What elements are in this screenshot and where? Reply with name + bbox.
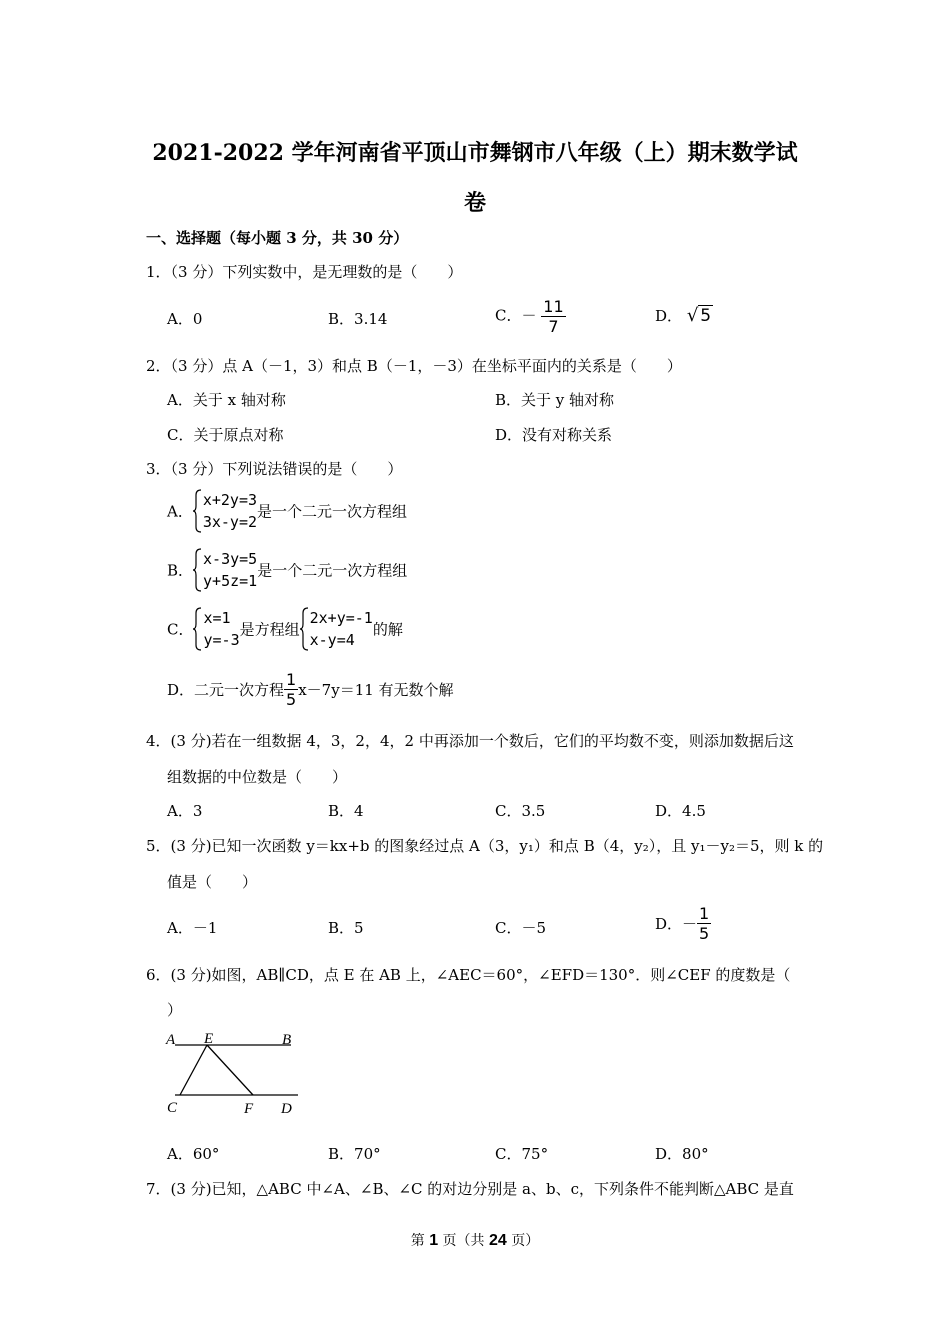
radicand: 5 xyxy=(700,306,712,326)
q5-option-d xyxy=(655,904,711,943)
equation-row: x+2y=3 xyxy=(202,491,258,509)
fraction-numerator: 1 xyxy=(286,670,297,689)
page-title-line1: 2021-2022 学年河南省平顶山市舞钢市八年级（上）期末数学试 xyxy=(152,140,798,166)
label-a: A xyxy=(166,1032,176,1048)
q4-option-c: C．3.5 xyxy=(495,802,546,820)
q3-option-a-text: 是一个二元一次方程组 xyxy=(257,502,408,521)
equation-system xyxy=(193,489,257,533)
equation-row: x-3y=5 xyxy=(203,550,258,568)
q5-option-d-label: D．－ xyxy=(655,915,698,933)
label-b: B xyxy=(282,1032,292,1048)
q1-option-a: A．0 xyxy=(167,310,203,328)
fraction-denominator: 7 xyxy=(548,317,559,336)
q3-option-b xyxy=(167,548,407,592)
q5-option-a: A．－1 xyxy=(167,919,218,937)
segment-ef xyxy=(207,1045,253,1095)
equation-row: y+5z=1 xyxy=(203,572,258,590)
page-footer xyxy=(0,1230,950,1250)
question-3-stem: 3．（3 分）下列说法错误的是（ ） xyxy=(146,460,403,478)
footer-total-pages: 24 xyxy=(489,1232,507,1249)
question-7-line1: 7．(3 分)已知，△ABC 中∠A、∠B、∠C 的对边分别是 a、b、c，下列条件不能判断△ABC 是直 xyxy=(146,1180,794,1198)
q4-option-d: D．4.5 xyxy=(655,802,706,820)
segment-ec xyxy=(180,1045,207,1095)
fraction-numerator: 1 xyxy=(699,904,710,923)
footer-page-number: 1 xyxy=(429,1232,439,1249)
q2-option-b: B．关于 y 轴对称 xyxy=(495,391,615,409)
q5-option-b: B．5 xyxy=(328,919,364,937)
solution-system xyxy=(193,607,239,651)
question-4-line1: 4．(3 分)若在一组数据 4，3，2，4，2 中再添加一个数后，它们的平均数不变，则添加数据后这 xyxy=(146,732,794,750)
question-2-stem: 2．（3 分）点 A（－1，3）和点 B（－1，－3）在坐标平面内的关系是（ ） xyxy=(146,357,682,375)
sqrt-radical: √ 5 xyxy=(686,305,712,326)
brace-icon xyxy=(193,607,202,651)
q2-option-d: D．没有对称关系 xyxy=(495,426,613,444)
q5-option-c: C．－5 xyxy=(495,919,547,937)
q3-option-c xyxy=(167,607,403,651)
q3-option-a-label: A． xyxy=(167,502,193,521)
q1-option-c xyxy=(495,297,566,336)
q6-option-b: B．70° xyxy=(328,1145,381,1163)
fraction-denominator: 5 xyxy=(699,924,710,943)
question-1-stem: 1．（3 分）下列实数中，是无理数的是（ ） xyxy=(146,263,463,281)
q3-option-d-text: x－7y＝11 有无数个解 xyxy=(298,681,454,699)
q5-option-d-fraction xyxy=(697,904,711,943)
question-6-line2: ） xyxy=(167,1001,183,1019)
q3-option-d xyxy=(167,670,454,709)
fraction-numerator: 11 xyxy=(543,297,564,316)
parallel-lines-diagram xyxy=(160,1026,310,1120)
q2-option-c: C．关于原点对称 xyxy=(167,426,284,444)
brace-icon xyxy=(193,489,202,533)
q3-option-a xyxy=(167,489,407,533)
fraction-denominator: 5 xyxy=(286,690,297,709)
q1-option-c-fraction xyxy=(541,297,565,336)
label-f: F xyxy=(244,1101,254,1117)
q3-option-b-text: 是一个二元一次方程组 xyxy=(257,561,408,580)
q3-option-c-label: C． xyxy=(167,620,194,639)
page-title-line2: 卷 xyxy=(463,190,486,216)
equation-system xyxy=(193,548,257,592)
geometry-figure xyxy=(160,1026,310,1120)
equation-row: 3x-y=2 xyxy=(202,513,258,531)
q1-option-b: B．3.14 xyxy=(328,310,388,328)
question-6-line1: 6．(3 分)如图，AB∥CD，点 E 在 AB 上，∠AEC＝60°，∠EFD＝130°．则∠CEF 的度数是（ xyxy=(146,966,791,984)
q3-option-b-label: B． xyxy=(167,561,194,580)
q6-option-a: A．60° xyxy=(167,1145,220,1163)
footer-middle: 页（共 xyxy=(442,1233,485,1249)
q1-option-d-label: D． xyxy=(655,307,683,325)
equation-row: x-y=4 xyxy=(309,631,355,649)
label-e: E xyxy=(204,1031,214,1047)
q3-option-d-label: D．二元一次方程 xyxy=(167,681,285,699)
equation-row: y=-3 xyxy=(203,631,240,649)
question-5-line1: 5．(3 分)已知一次函数 y＝kx+b 的图象经过点 A（3，y₁）和点 B（4，y₂），且 y₁－y₂＝5，则 k 的 xyxy=(146,837,824,855)
q3-option-c-text: 的解 xyxy=(372,620,403,639)
equation-system xyxy=(300,607,373,651)
brace-icon xyxy=(193,548,202,592)
brace-icon xyxy=(300,607,309,651)
label-c: C xyxy=(167,1100,178,1116)
footer-suffix: 页） xyxy=(511,1233,540,1249)
footer-prefix: 第 xyxy=(410,1233,425,1249)
q3-option-c-mid: 是方程组 xyxy=(239,620,300,639)
label-d: D xyxy=(281,1101,292,1117)
equation-row: 2x+y=-1 xyxy=(309,609,373,627)
q6-option-d: D．80° xyxy=(655,1145,709,1163)
q4-option-a: A．3 xyxy=(167,802,203,820)
question-4-line2: 组数据的中位数是（ ） xyxy=(167,768,348,786)
equation-row: x=1 xyxy=(203,609,231,627)
q4-option-b: B．4 xyxy=(328,802,364,820)
q6-option-c: C．75° xyxy=(495,1145,549,1163)
q1-option-d xyxy=(655,305,713,326)
question-5-line2: 值是（ ） xyxy=(167,873,258,891)
q2-option-a: A．关于 x 轴对称 xyxy=(167,391,286,409)
section-heading: 一、选择题（每小题 3 分，共 30 分） xyxy=(146,229,409,247)
q1-option-c-label: C．－ xyxy=(495,306,537,325)
q3-option-d-fraction xyxy=(284,670,298,709)
